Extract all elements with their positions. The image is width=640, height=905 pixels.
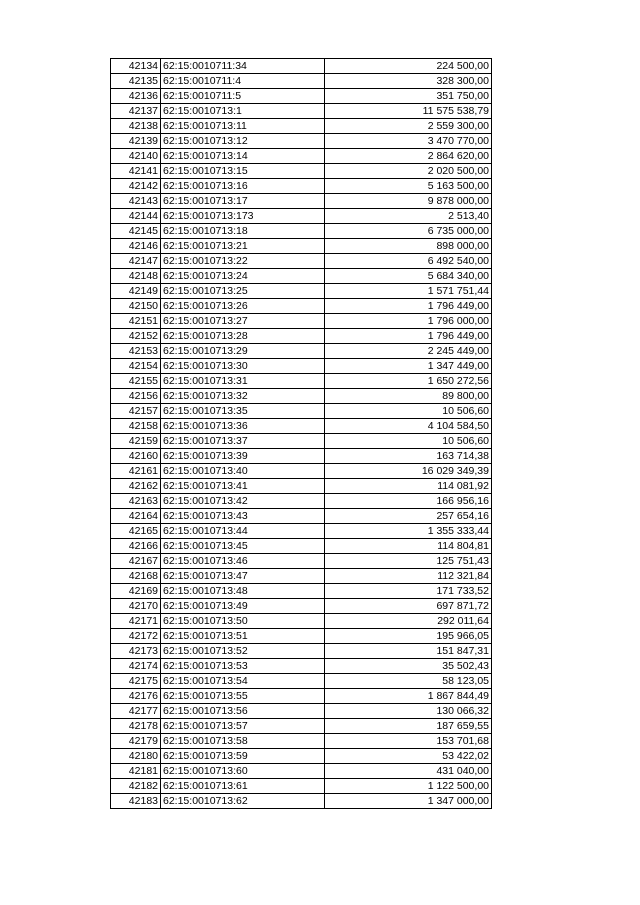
table-row xyxy=(111,479,492,494)
cadastral-value-cell: 151 847,31 xyxy=(325,644,492,659)
row-number-cell: 42167 xyxy=(111,554,161,569)
cadastral-number-cell: 62:15:0010713:47 xyxy=(161,569,325,584)
table-row xyxy=(111,584,492,599)
cadastral-value-cell: 9 878 000,00 xyxy=(325,194,492,209)
table-row xyxy=(111,149,492,164)
row-number-cell: 42140 xyxy=(111,149,161,164)
cadastral-number-cell: 62:15:0010713:53 xyxy=(161,659,325,674)
table-row xyxy=(111,404,492,419)
table-row xyxy=(111,314,492,329)
table-row xyxy=(111,104,492,119)
cadastral-value-table xyxy=(110,58,492,809)
row-number-cell: 42166 xyxy=(111,539,161,554)
cadastral-number-cell: 62:15:0010713:52 xyxy=(161,644,325,659)
cadastral-value-cell: 195 966,05 xyxy=(325,629,492,644)
row-number-cell: 42134 xyxy=(111,59,161,74)
cadastral-number-cell: 62:15:0010713:59 xyxy=(161,749,325,764)
table-row xyxy=(111,209,492,224)
cadastral-number-cell: 62:15:0010713:40 xyxy=(161,464,325,479)
row-number-cell: 42138 xyxy=(111,119,161,134)
cadastral-number-cell: 62:15:0010713:56 xyxy=(161,704,325,719)
row-number-cell: 42176 xyxy=(111,689,161,704)
cadastral-value-cell: 163 714,38 xyxy=(325,449,492,464)
table-row xyxy=(111,164,492,179)
row-number-cell: 42147 xyxy=(111,254,161,269)
table-row xyxy=(111,59,492,74)
cadastral-value-cell: 1 122 500,00 xyxy=(325,779,492,794)
table-row xyxy=(111,569,492,584)
cadastral-number-cell: 62:15:0010713:43 xyxy=(161,509,325,524)
row-number-cell: 42135 xyxy=(111,74,161,89)
row-number-cell: 42157 xyxy=(111,404,161,419)
cadastral-value-cell: 58 123,05 xyxy=(325,674,492,689)
cadastral-number-cell: 62:15:0010713:26 xyxy=(161,299,325,314)
cadastral-number-cell: 62:15:0010711:34 xyxy=(161,59,325,74)
cadastral-number-cell: 62:15:0010713:11 xyxy=(161,119,325,134)
cadastral-value-cell: 1 867 844,49 xyxy=(325,689,492,704)
row-number-cell: 42150 xyxy=(111,299,161,314)
table-row xyxy=(111,629,492,644)
cadastral-number-cell: 62:15:0010713:54 xyxy=(161,674,325,689)
cadastral-number-cell: 62:15:0010711:5 xyxy=(161,89,325,104)
row-number-cell: 42180 xyxy=(111,749,161,764)
row-number-cell: 42162 xyxy=(111,479,161,494)
cadastral-value-cell: 16 029 349,39 xyxy=(325,464,492,479)
cadastral-number-cell: 62:15:0010713:27 xyxy=(161,314,325,329)
cadastral-number-cell: 62:15:0010713:49 xyxy=(161,599,325,614)
row-number-cell: 42144 xyxy=(111,209,161,224)
table-row xyxy=(111,494,492,509)
cadastral-number-cell: 62:15:0010713:57 xyxy=(161,719,325,734)
table-row xyxy=(111,599,492,614)
row-number-cell: 42169 xyxy=(111,584,161,599)
cadastral-value-cell: 53 422,02 xyxy=(325,749,492,764)
cadastral-value-cell: 351 750,00 xyxy=(325,89,492,104)
cadastral-value-cell: 1 796 449,00 xyxy=(325,299,492,314)
cadastral-value-cell: 3 470 770,00 xyxy=(325,134,492,149)
table-row xyxy=(111,734,492,749)
row-number-cell: 42177 xyxy=(111,704,161,719)
row-number-cell: 42146 xyxy=(111,239,161,254)
cadastral-value-cell: 292 011,64 xyxy=(325,614,492,629)
table-row xyxy=(111,389,492,404)
table-row xyxy=(111,554,492,569)
cadastral-number-cell: 62:15:0010713:36 xyxy=(161,419,325,434)
row-number-cell: 42149 xyxy=(111,284,161,299)
cadastral-value-cell: 1 347 449,00 xyxy=(325,359,492,374)
table-body xyxy=(111,59,492,809)
cadastral-value-cell: 166 956,16 xyxy=(325,494,492,509)
cadastral-value-cell: 1 650 272,56 xyxy=(325,374,492,389)
table-row xyxy=(111,614,492,629)
row-number-cell: 42161 xyxy=(111,464,161,479)
table-row xyxy=(111,764,492,779)
cadastral-number-cell: 62:15:0010713:28 xyxy=(161,329,325,344)
cadastral-number-cell: 62:15:0010713:46 xyxy=(161,554,325,569)
cadastral-value-cell: 1 796 000,00 xyxy=(325,314,492,329)
table-row xyxy=(111,134,492,149)
cadastral-value-cell: 257 654,16 xyxy=(325,509,492,524)
row-number-cell: 42156 xyxy=(111,389,161,404)
row-number-cell: 42143 xyxy=(111,194,161,209)
cadastral-number-cell: 62:15:0010713:55 xyxy=(161,689,325,704)
cadastral-number-cell: 62:15:0010713:61 xyxy=(161,779,325,794)
table-row xyxy=(111,329,492,344)
cadastral-value-cell: 112 321,84 xyxy=(325,569,492,584)
table-row xyxy=(111,269,492,284)
row-number-cell: 42145 xyxy=(111,224,161,239)
cadastral-number-cell: 62:15:0010713:41 xyxy=(161,479,325,494)
cadastral-number-cell: 62:15:0010713:15 xyxy=(161,164,325,179)
table-row xyxy=(111,644,492,659)
cadastral-value-cell: 1 571 751,44 xyxy=(325,284,492,299)
table-row xyxy=(111,239,492,254)
cadastral-number-cell: 62:15:0010713:16 xyxy=(161,179,325,194)
row-number-cell: 42183 xyxy=(111,794,161,809)
row-number-cell: 42153 xyxy=(111,344,161,359)
row-number-cell: 42165 xyxy=(111,524,161,539)
cadastral-value-cell: 328 300,00 xyxy=(325,74,492,89)
cadastral-value-cell: 130 066,32 xyxy=(325,704,492,719)
table-row xyxy=(111,674,492,689)
cadastral-number-cell: 62:15:0010713:14 xyxy=(161,149,325,164)
cadastral-number-cell: 62:15:0010713:32 xyxy=(161,389,325,404)
row-number-cell: 42151 xyxy=(111,314,161,329)
cadastral-value-cell: 898 000,00 xyxy=(325,239,492,254)
cadastral-value-cell: 2 864 620,00 xyxy=(325,149,492,164)
table-row xyxy=(111,794,492,809)
cadastral-value-cell: 5 684 340,00 xyxy=(325,269,492,284)
table-row xyxy=(111,704,492,719)
table-row xyxy=(111,254,492,269)
row-number-cell: 42168 xyxy=(111,569,161,584)
cadastral-value-cell: 125 751,43 xyxy=(325,554,492,569)
cadastral-value-cell: 114 804,81 xyxy=(325,539,492,554)
row-number-cell: 42174 xyxy=(111,659,161,674)
row-number-cell: 42160 xyxy=(111,449,161,464)
cadastral-value-cell: 89 800,00 xyxy=(325,389,492,404)
row-number-cell: 42154 xyxy=(111,359,161,374)
cadastral-value-cell: 1 355 333,44 xyxy=(325,524,492,539)
cadastral-number-cell: 62:15:0010713:22 xyxy=(161,254,325,269)
table-row xyxy=(111,299,492,314)
row-number-cell: 42139 xyxy=(111,134,161,149)
table-row xyxy=(111,74,492,89)
table-row xyxy=(111,434,492,449)
cadastral-value-cell: 431 040,00 xyxy=(325,764,492,779)
cadastral-number-cell: 62:15:0010713:37 xyxy=(161,434,325,449)
table-row xyxy=(111,284,492,299)
table-row xyxy=(111,779,492,794)
cadastral-number-cell: 62:15:0010713:12 xyxy=(161,134,325,149)
table-row xyxy=(111,224,492,239)
cadastral-value-cell: 35 502,43 xyxy=(325,659,492,674)
cadastral-number-cell: 62:15:0010713:30 xyxy=(161,359,325,374)
row-number-cell: 42175 xyxy=(111,674,161,689)
row-number-cell: 42163 xyxy=(111,494,161,509)
table-row xyxy=(111,359,492,374)
cadastral-number-cell: 62:15:0010713:58 xyxy=(161,734,325,749)
cadastral-value-cell: 1 796 449,00 xyxy=(325,329,492,344)
cadastral-number-cell: 62:15:0010713:62 xyxy=(161,794,325,809)
cadastral-number-cell: 62:15:0010713:45 xyxy=(161,539,325,554)
row-number-cell: 42182 xyxy=(111,779,161,794)
table-row xyxy=(111,89,492,104)
cadastral-value-cell: 697 871,72 xyxy=(325,599,492,614)
row-number-cell: 42171 xyxy=(111,614,161,629)
table-row xyxy=(111,719,492,734)
table-row xyxy=(111,179,492,194)
cadastral-number-cell: 62:15:0010713:17 xyxy=(161,194,325,209)
table-row xyxy=(111,194,492,209)
cadastral-value-cell: 2 245 449,00 xyxy=(325,344,492,359)
table-row xyxy=(111,344,492,359)
cadastral-number-cell: 62:15:0010713:29 xyxy=(161,344,325,359)
cadastral-value-cell: 187 659,55 xyxy=(325,719,492,734)
table-row xyxy=(111,119,492,134)
row-number-cell: 42137 xyxy=(111,104,161,119)
row-number-cell: 42170 xyxy=(111,599,161,614)
cadastral-number-cell: 62:15:0010711:4 xyxy=(161,74,325,89)
cadastral-number-cell: 62:15:0010713:18 xyxy=(161,224,325,239)
row-number-cell: 42141 xyxy=(111,164,161,179)
table-row xyxy=(111,374,492,389)
cadastral-value-cell: 6 735 000,00 xyxy=(325,224,492,239)
table-row xyxy=(111,689,492,704)
cadastral-value-cell: 171 733,52 xyxy=(325,584,492,599)
cadastral-value-cell: 1 347 000,00 xyxy=(325,794,492,809)
row-number-cell: 42164 xyxy=(111,509,161,524)
row-number-cell: 42172 xyxy=(111,629,161,644)
cadastral-value-cell: 224 500,00 xyxy=(325,59,492,74)
row-number-cell: 42159 xyxy=(111,434,161,449)
row-number-cell: 42181 xyxy=(111,764,161,779)
cadastral-value-cell: 4 104 584,50 xyxy=(325,419,492,434)
cadastral-number-cell: 62:15:0010713:39 xyxy=(161,449,325,464)
cadastral-value-cell: 5 163 500,00 xyxy=(325,179,492,194)
row-number-cell: 42173 xyxy=(111,644,161,659)
cadastral-number-cell: 62:15:0010713:35 xyxy=(161,404,325,419)
table-row xyxy=(111,749,492,764)
cadastral-value-cell: 2 020 500,00 xyxy=(325,164,492,179)
table-row xyxy=(111,464,492,479)
table-row xyxy=(111,539,492,554)
cadastral-number-cell: 62:15:0010713:60 xyxy=(161,764,325,779)
table-row xyxy=(111,509,492,524)
cadastral-number-cell: 62:15:0010713:25 xyxy=(161,284,325,299)
row-number-cell: 42142 xyxy=(111,179,161,194)
cadastral-value-cell: 2 513,40 xyxy=(325,209,492,224)
cadastral-value-cell: 11 575 538,79 xyxy=(325,104,492,119)
row-number-cell: 42148 xyxy=(111,269,161,284)
table-row xyxy=(111,419,492,434)
row-number-cell: 42158 xyxy=(111,419,161,434)
table-row xyxy=(111,524,492,539)
cadastral-number-cell: 62:15:0010713:173 xyxy=(161,209,325,224)
cadastral-value-cell: 2 559 300,00 xyxy=(325,119,492,134)
row-number-cell: 42155 xyxy=(111,374,161,389)
cadastral-value-cell: 10 506,60 xyxy=(325,434,492,449)
cadastral-number-cell: 62:15:0010713:31 xyxy=(161,374,325,389)
cadastral-number-cell: 62:15:0010713:24 xyxy=(161,269,325,284)
row-number-cell: 42178 xyxy=(111,719,161,734)
cadastral-number-cell: 62:15:0010713:48 xyxy=(161,584,325,599)
table-row xyxy=(111,449,492,464)
row-number-cell: 42152 xyxy=(111,329,161,344)
cadastral-number-cell: 62:15:0010713:44 xyxy=(161,524,325,539)
cadastral-value-cell: 114 081,92 xyxy=(325,479,492,494)
cadastral-number-cell: 62:15:0010713:1 xyxy=(161,104,325,119)
cadastral-value-cell: 153 701,68 xyxy=(325,734,492,749)
row-number-cell: 42179 xyxy=(111,734,161,749)
row-number-cell: 42136 xyxy=(111,89,161,104)
cadastral-number-cell: 62:15:0010713:42 xyxy=(161,494,325,509)
table-row xyxy=(111,659,492,674)
cadastral-number-cell: 62:15:0010713:51 xyxy=(161,629,325,644)
cadastral-value-cell: 6 492 540,00 xyxy=(325,254,492,269)
cadastral-number-cell: 62:15:0010713:50 xyxy=(161,614,325,629)
cadastral-number-cell: 62:15:0010713:21 xyxy=(161,239,325,254)
cadastral-value-cell: 10 506,60 xyxy=(325,404,492,419)
